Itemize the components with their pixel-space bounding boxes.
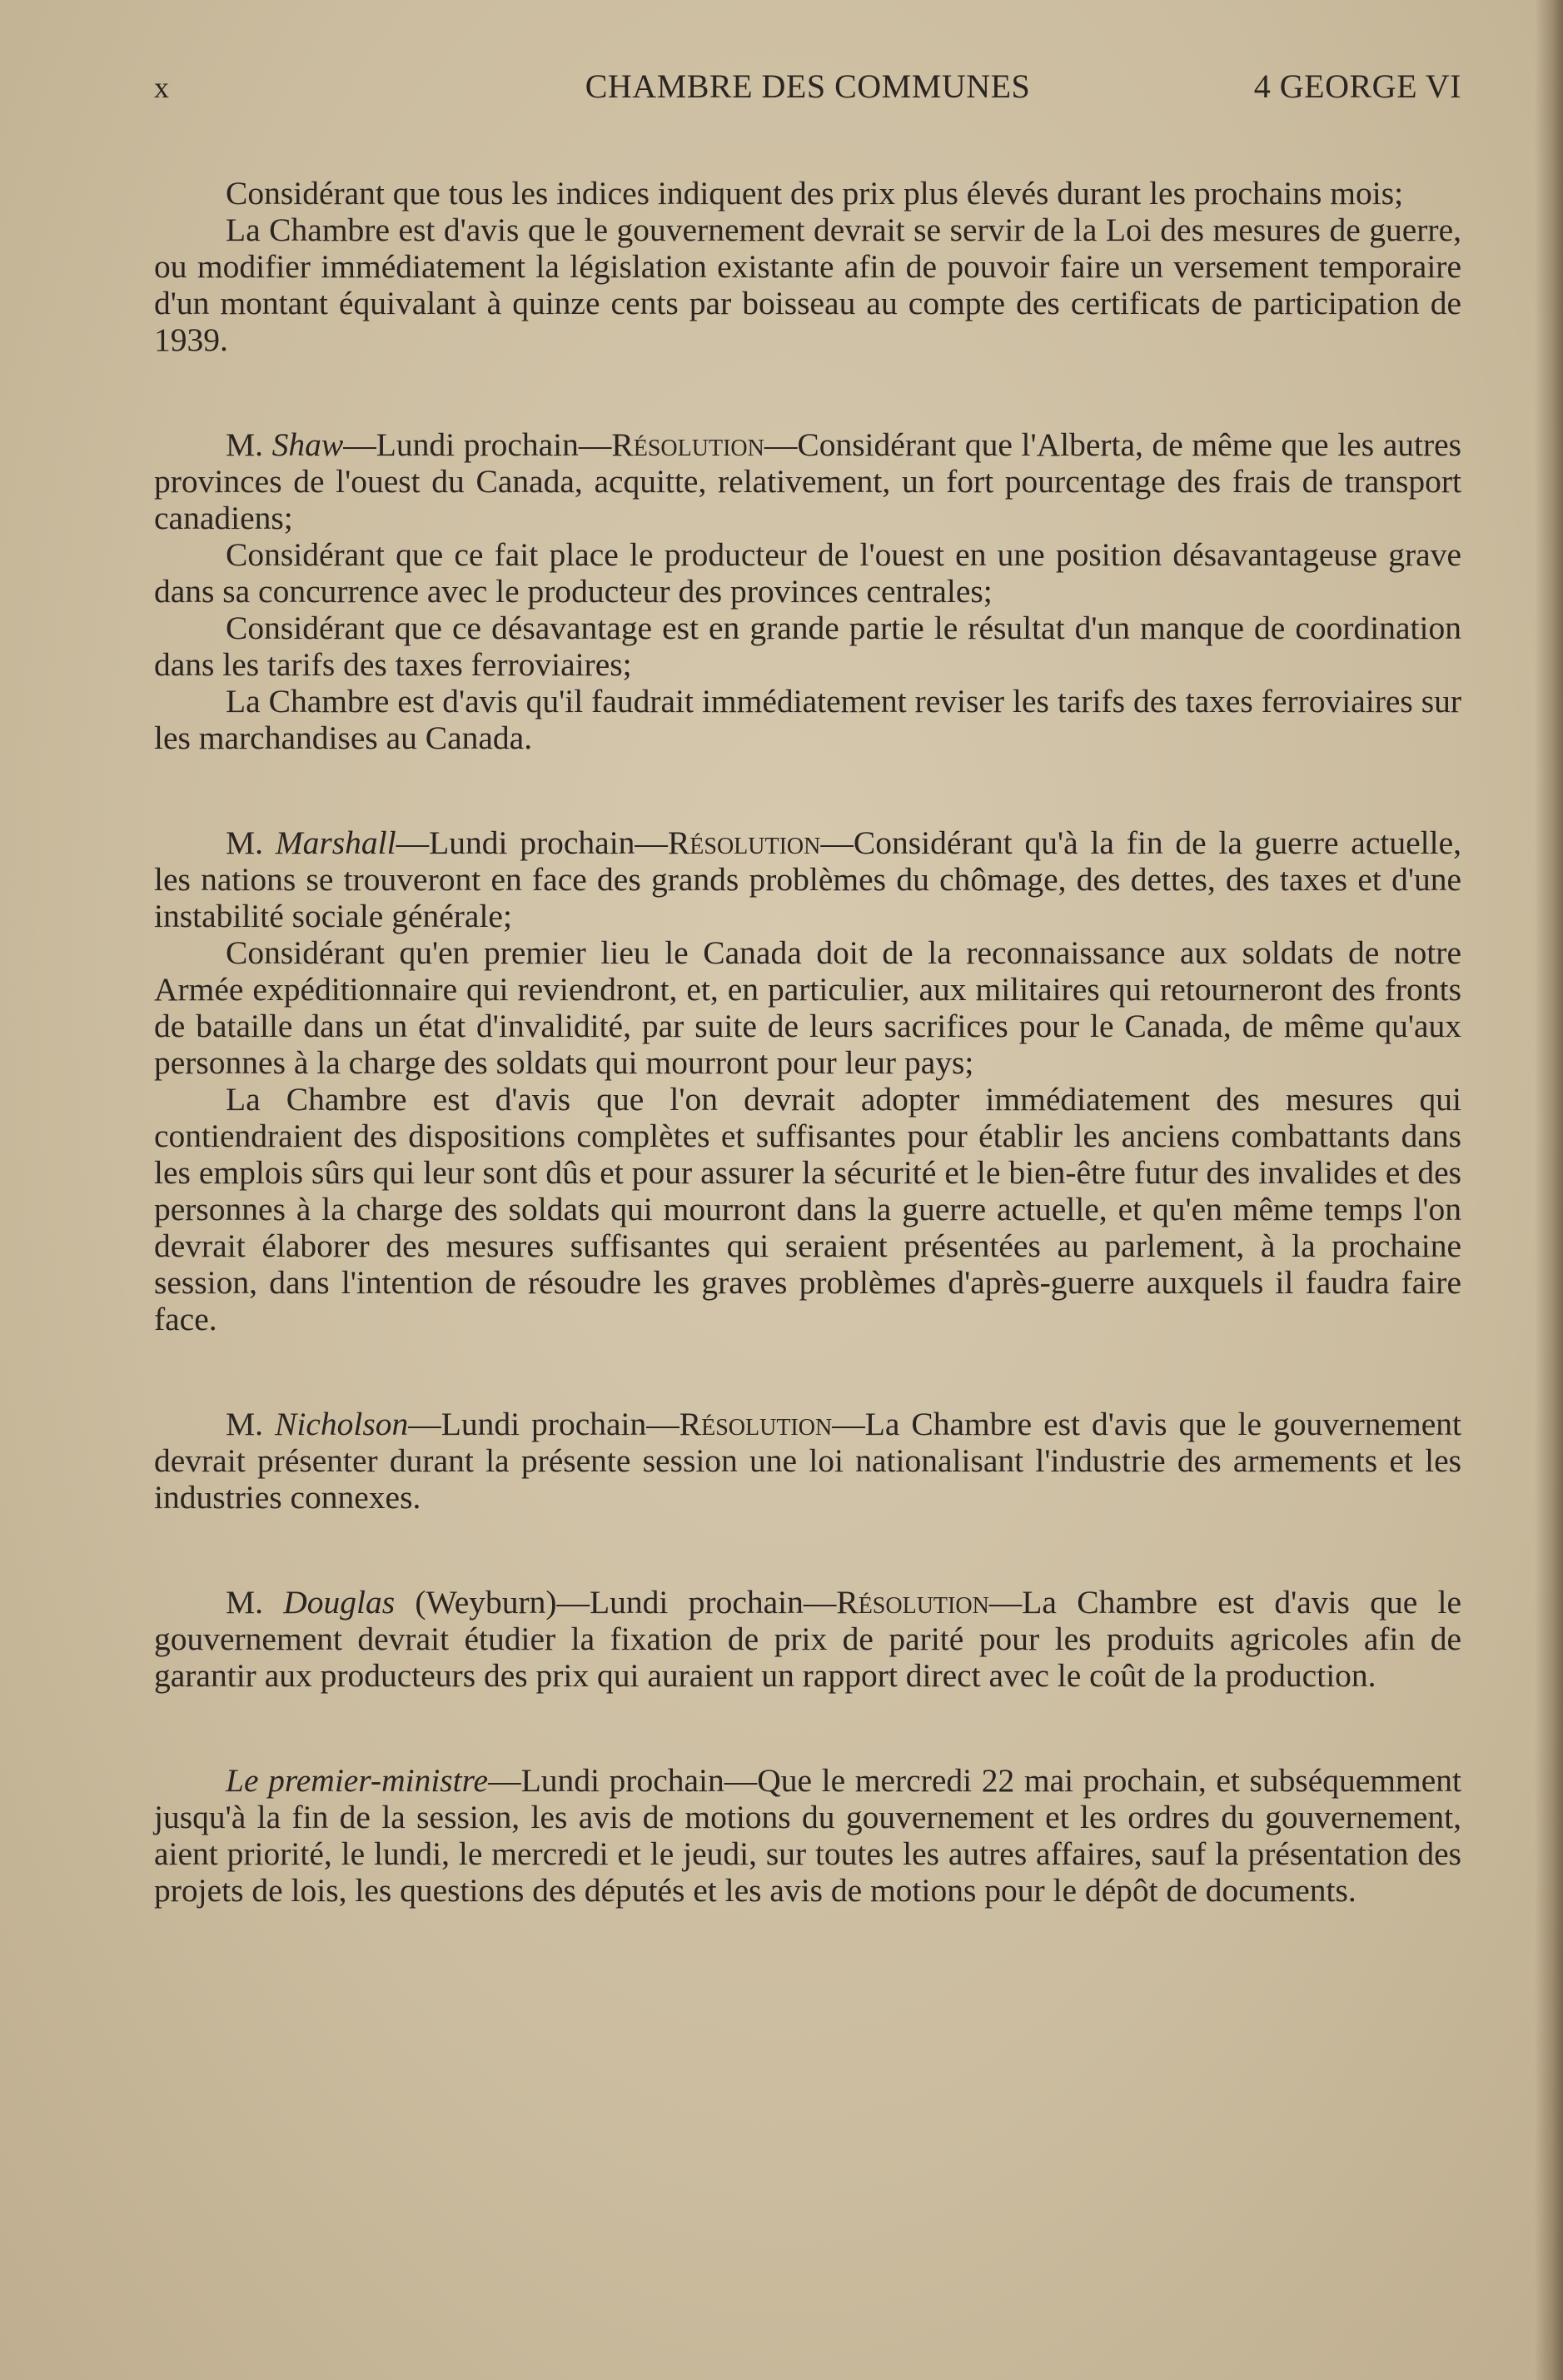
- member-title: M.: [226, 824, 263, 861]
- motion-date: —Lundi prochain—: [343, 426, 612, 463]
- paragraph: Considérant que ce désavantage est en grande partie le résultat d'un manque de coordination dans les tarifs des taxes ferroviaires;: [154, 610, 1461, 683]
- motion-date: —Lundi prochain—: [396, 824, 668, 861]
- motion-text: —La Chambre est d'avis que le gouvernement devrait étudier la fixation de prix de parité pour les produits agricoles afin de garantir aux producteurs des prix qui auraient un rapport direct avec le coût de la production.: [154, 1584, 1461, 1694]
- motion-premier-ministre: [154, 1762, 1461, 1909]
- paragraph: Considérant que ce fait place le producteur de l'ouest en une position désavantageuse grave dans sa concurrence avec le producteur des provinces centrales;: [154, 536, 1461, 610]
- resolution-label: Résolution: [667, 824, 821, 861]
- member-title: M.: [226, 1406, 263, 1442]
- motion-nicholson: [154, 1406, 1461, 1516]
- motion-marshall: [154, 824, 1461, 1337]
- motion-first-paragraph: [154, 1584, 1461, 1694]
- motion-text: —Considérant que l'Alberta, de même que les autres provinces de l'ouest du Canada, acquitte, relativement, un fort pourcentage des frais de transport canadiens;: [154, 426, 1462, 536]
- intro-resolution-continuation: [154, 175, 1461, 358]
- member-name: Le premier-ministre: [226, 1762, 489, 1799]
- motion-text: —Considérant qu'à la fin de la guerre actuelle, les nations se trouveront en face des grands problèmes du chômage, des dettes, des taxes et d'une instabilité sociale générale;: [154, 824, 1461, 934]
- motion-douglas: [154, 1584, 1461, 1694]
- paragraph: La Chambre est d'avis que l'on devrait adopter immédiatement des mesures qui contiendraient des dispositions complètes et suffisantes pour établir les anciens combattants dans les emplois sûrs qui leur sont dûs et pour assurer la sécurité et le bien-être futur des invalides et des personnes à la charge des soldats qui mourront dans la guerre actuelle, et qu'en même temps l'on devrait élaborer des mesures suffisantes qui seraient présentées au parlement, à la prochaine session, dans l'intention de résoudre les graves problèmes d'après-guerre auxquels il faudra faire face.: [154, 1081, 1461, 1337]
- resolution-label: Résolution: [611, 426, 764, 463]
- member-title: M.: [226, 426, 263, 463]
- document-page: [154, 67, 1461, 1909]
- paragraph: Considérant que tous les indices indiquent des prix plus élevés durant les prochains mois;: [226, 175, 1404, 212]
- motion-date: —Lundi prochain—: [556, 1584, 837, 1621]
- paragraph: Considérant qu'en premier lieu le Canada doit de la reconnaissance aux soldats de notre Armée expéditionnaire qui reviendront, et, en particulier, aux militaires qui retourneront des fronts de bataille dans un état d'invalidité, par suite de leurs sacrifices pour le Canada, de même qu'aux personnes à la charge des soldats qui mourront pour leur pays;: [154, 934, 1461, 1081]
- member-name: Marshall: [275, 824, 396, 861]
- motion-text: —La Chambre est d'avis que le gouvernement devrait présenter durant la présente session une loi nationalisant l'industrie des armements et les industries connexes.: [154, 1406, 1461, 1516]
- running-header: [154, 67, 1461, 125]
- motion-text: —Lundi prochain—Que le mercredi 22 mai prochain, et subséquemment jusqu'à la fin de la session, les avis de motions du gouvernement et les ordres du gouvernement, aient priorité, le lundi, le mercredi et le jeudi, sur toutes les autres affaires, sauf la présentation des projets de lois, les questions des députés et les avis de motions pour le dépôt de documents.: [154, 1762, 1461, 1909]
- header-session: 4 GEORGE VI: [1253, 67, 1461, 105]
- page-edge-shadow: [1535, 0, 1563, 2380]
- resolution-label: Résolution: [679, 1406, 833, 1442]
- member-riding: (Weyburn): [395, 1584, 557, 1621]
- motion-shaw: [154, 426, 1461, 756]
- motion-first-paragraph: [154, 1406, 1461, 1516]
- member-name: Douglas: [283, 1584, 396, 1621]
- page-number: x: [154, 71, 170, 104]
- member-title: M.: [226, 1584, 263, 1621]
- header-title: CHAMBRE DES COMMUNES: [585, 67, 1031, 105]
- resolution-label: Résolution: [836, 1584, 989, 1621]
- motion-date: —Lundi prochain—: [408, 1406, 679, 1442]
- member-name: Shaw: [271, 426, 344, 463]
- paragraph: La Chambre est d'avis que le gouvernement devrait se servir de la Loi des mesures de guerre, ou modifier immédiatement la législation existante afin de pouvoir faire un versement temporaire d'un montant équivalant à quinze cents par boisseau au compte des certificats de participation de 1939.: [154, 212, 1461, 358]
- member-name: Nicholson: [275, 1406, 409, 1442]
- motion-first-paragraph: [154, 824, 1461, 934]
- paragraph: La Chambre est d'avis qu'il faudrait immédiatement reviser les tarifs des taxes ferroviaires sur les marchandises au Canada.: [154, 683, 1461, 756]
- motion-first-paragraph: [154, 1762, 1461, 1909]
- motion-first-paragraph: [154, 426, 1461, 536]
